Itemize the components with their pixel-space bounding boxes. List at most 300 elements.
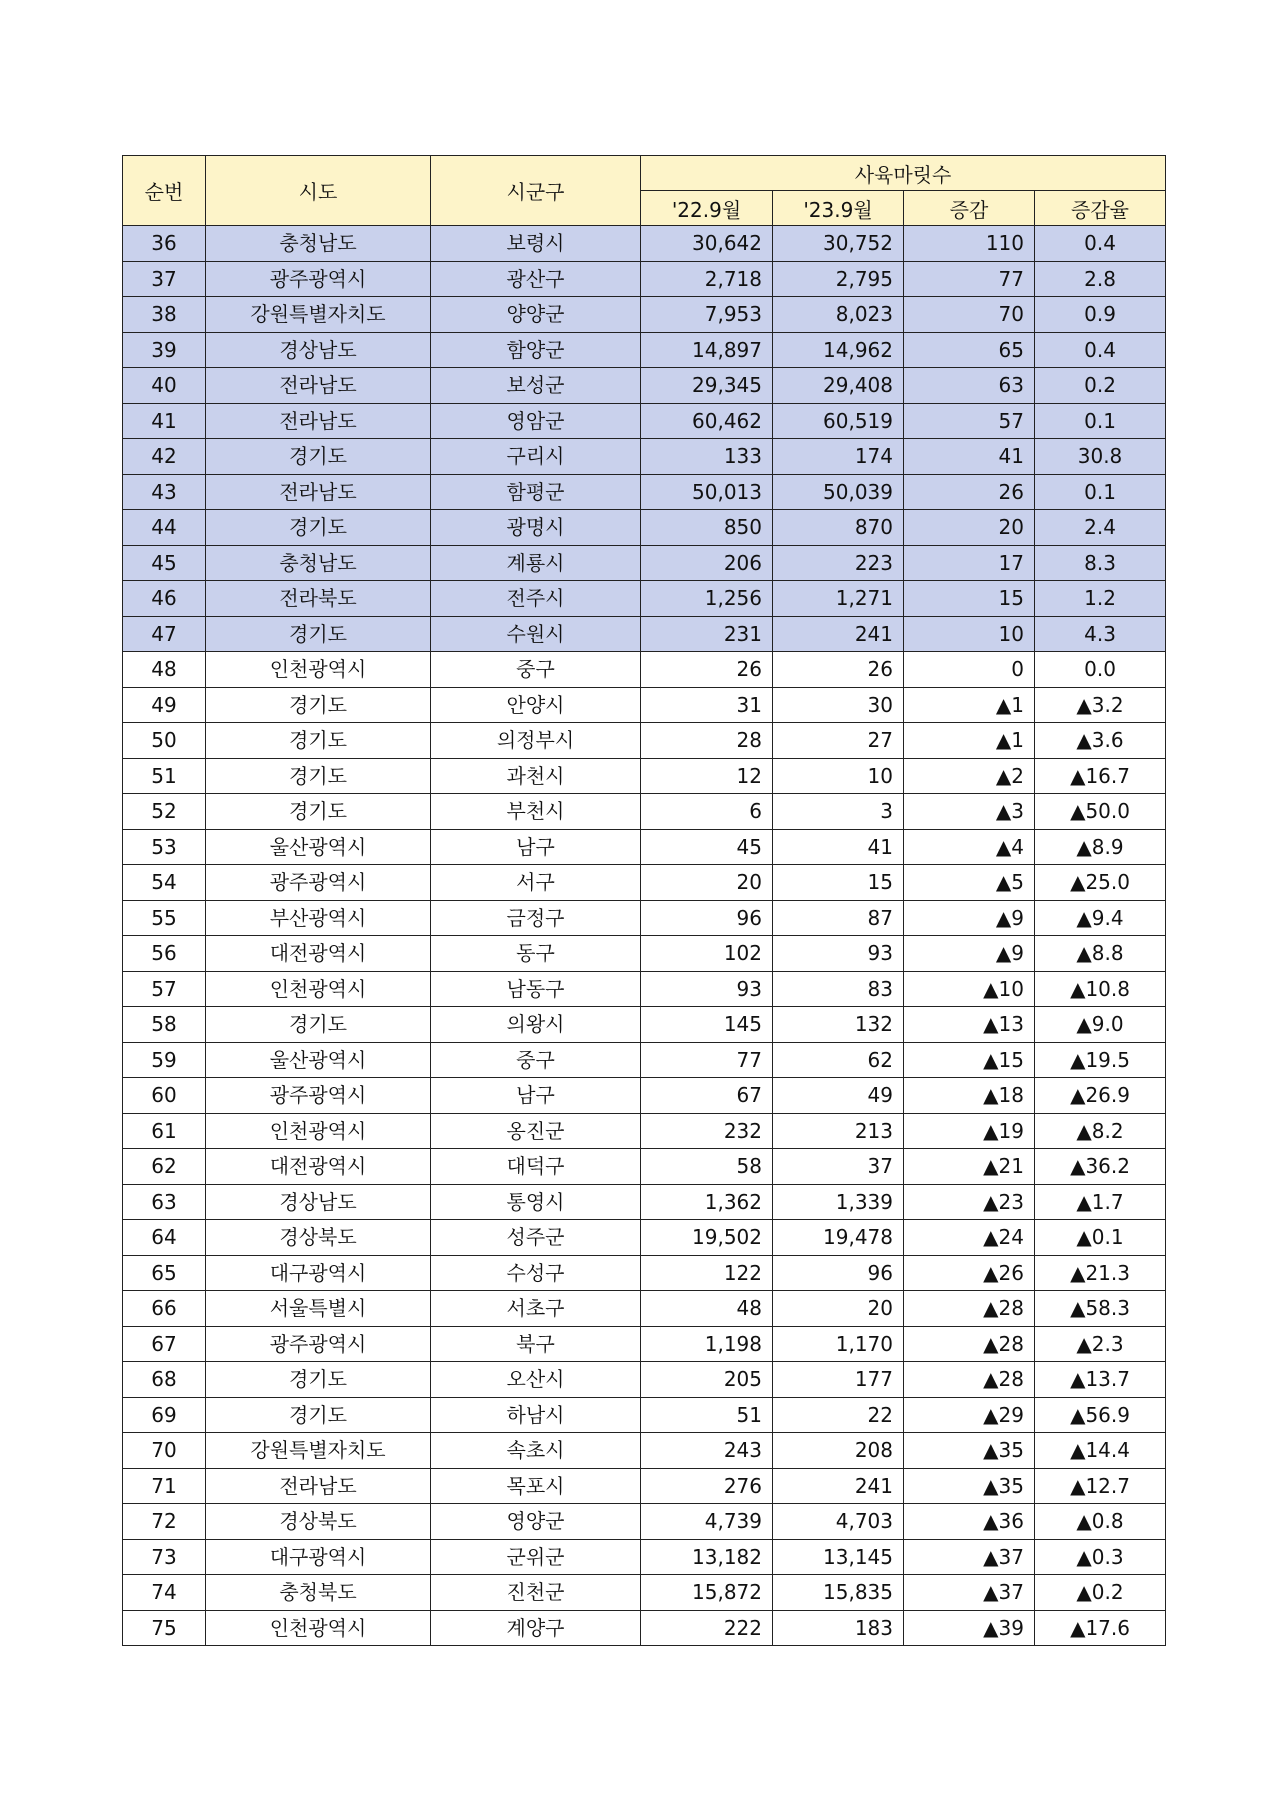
count-2022-cell: 232 bbox=[641, 1113, 773, 1149]
sigungu-cell: 함양군 bbox=[431, 332, 641, 368]
count-2022-cell: 13,182 bbox=[641, 1539, 773, 1575]
row-no-cell: 46 bbox=[123, 581, 206, 617]
row-no-cell: 74 bbox=[123, 1575, 206, 1611]
change-cell: 70 bbox=[904, 297, 1035, 333]
count-2023-cell: 8,023 bbox=[773, 297, 904, 333]
table-row bbox=[123, 297, 1166, 333]
change-rate-cell: 2.8 bbox=[1035, 261, 1166, 297]
count-2023-cell: 19,478 bbox=[773, 1220, 904, 1256]
count-2022-cell: 12 bbox=[641, 758, 773, 794]
change-cell: 0 bbox=[904, 652, 1035, 688]
sido-cell: 인천광역시 bbox=[206, 971, 431, 1007]
change-cell: ▲1 bbox=[904, 723, 1035, 759]
sido-cell: 경상남도 bbox=[206, 332, 431, 368]
sido-cell: 충청남도 bbox=[206, 545, 431, 581]
change-rate-cell: ▲10.8 bbox=[1035, 971, 1166, 1007]
count-2022-cell: 48 bbox=[641, 1291, 773, 1327]
table-row bbox=[123, 1184, 1166, 1220]
count-2023-cell: 20 bbox=[773, 1291, 904, 1327]
count-2022-cell: 29,345 bbox=[641, 368, 773, 404]
table-header bbox=[123, 156, 1166, 226]
change-cell: ▲26 bbox=[904, 1255, 1035, 1291]
sigungu-cell: 남동구 bbox=[431, 971, 641, 1007]
count-2023-cell: 26 bbox=[773, 652, 904, 688]
sigungu-cell: 양양군 bbox=[431, 297, 641, 333]
change-rate-cell: ▲1.7 bbox=[1035, 1184, 1166, 1220]
table-row bbox=[123, 1042, 1166, 1078]
count-2022-cell: 4,739 bbox=[641, 1504, 773, 1540]
sigungu-cell: 목포시 bbox=[431, 1468, 641, 1504]
change-cell: ▲35 bbox=[904, 1468, 1035, 1504]
table-row bbox=[123, 403, 1166, 439]
sido-cell: 서울특별시 bbox=[206, 1291, 431, 1327]
change-rate-cell: ▲0.8 bbox=[1035, 1504, 1166, 1540]
count-2022-cell: 14,897 bbox=[641, 332, 773, 368]
table-row bbox=[123, 900, 1166, 936]
count-2023-cell: 60,519 bbox=[773, 403, 904, 439]
sido-cell: 경기도 bbox=[206, 723, 431, 759]
table-row bbox=[123, 1397, 1166, 1433]
change-cell: ▲28 bbox=[904, 1326, 1035, 1362]
table-row bbox=[123, 1291, 1166, 1327]
row-no-cell: 54 bbox=[123, 865, 206, 901]
header-2023-sep: '23.9월 bbox=[773, 191, 904, 226]
count-2022-cell: 243 bbox=[641, 1433, 773, 1469]
change-rate-cell: 30.8 bbox=[1035, 439, 1166, 475]
count-2023-cell: 3 bbox=[773, 794, 904, 830]
sido-cell: 경기도 bbox=[206, 1397, 431, 1433]
row-no-cell: 60 bbox=[123, 1078, 206, 1114]
count-2022-cell: 30,642 bbox=[641, 226, 773, 262]
row-no-cell: 47 bbox=[123, 616, 206, 652]
row-no-cell: 58 bbox=[123, 1007, 206, 1043]
sigungu-cell: 동구 bbox=[431, 936, 641, 972]
sigungu-cell: 수원시 bbox=[431, 616, 641, 652]
count-2023-cell: 62 bbox=[773, 1042, 904, 1078]
row-no-cell: 52 bbox=[123, 794, 206, 830]
change-cell: ▲35 bbox=[904, 1433, 1035, 1469]
count-2023-cell: 50,039 bbox=[773, 474, 904, 510]
change-cell: ▲36 bbox=[904, 1504, 1035, 1540]
change-rate-cell: ▲8.2 bbox=[1035, 1113, 1166, 1149]
table-row bbox=[123, 261, 1166, 297]
sigungu-cell: 하남시 bbox=[431, 1397, 641, 1433]
change-cell: 10 bbox=[904, 616, 1035, 652]
count-2023-cell: 22 bbox=[773, 1397, 904, 1433]
row-no-cell: 67 bbox=[123, 1326, 206, 1362]
sigungu-cell: 진천군 bbox=[431, 1575, 641, 1611]
table-row bbox=[123, 794, 1166, 830]
change-cell: ▲4 bbox=[904, 829, 1035, 865]
change-cell: ▲9 bbox=[904, 900, 1035, 936]
change-cell: ▲28 bbox=[904, 1291, 1035, 1327]
count-2022-cell: 205 bbox=[641, 1362, 773, 1398]
table-row bbox=[123, 1504, 1166, 1540]
change-rate-cell: ▲17.6 bbox=[1035, 1610, 1166, 1646]
row-no-cell: 55 bbox=[123, 900, 206, 936]
table-row bbox=[123, 1149, 1166, 1185]
sigungu-cell: 의정부시 bbox=[431, 723, 641, 759]
change-cell: ▲24 bbox=[904, 1220, 1035, 1256]
row-no-cell: 61 bbox=[123, 1113, 206, 1149]
change-cell: ▲19 bbox=[904, 1113, 1035, 1149]
table-row bbox=[123, 1078, 1166, 1114]
sigungu-cell: 오산시 bbox=[431, 1362, 641, 1398]
change-cell: ▲18 bbox=[904, 1078, 1035, 1114]
header-row-top bbox=[123, 156, 1166, 191]
row-no-cell: 75 bbox=[123, 1610, 206, 1646]
row-no-cell: 48 bbox=[123, 652, 206, 688]
count-2023-cell: 213 bbox=[773, 1113, 904, 1149]
sigungu-cell: 군위군 bbox=[431, 1539, 641, 1575]
sido-cell: 대구광역시 bbox=[206, 1539, 431, 1575]
sido-cell: 전라남도 bbox=[206, 1468, 431, 1504]
count-2022-cell: 1,362 bbox=[641, 1184, 773, 1220]
count-2023-cell: 132 bbox=[773, 1007, 904, 1043]
change-rate-cell: 1.2 bbox=[1035, 581, 1166, 617]
count-2023-cell: 208 bbox=[773, 1433, 904, 1469]
change-cell: 77 bbox=[904, 261, 1035, 297]
row-no-cell: 40 bbox=[123, 368, 206, 404]
sigungu-cell: 보성군 bbox=[431, 368, 641, 404]
row-no-cell: 72 bbox=[123, 1504, 206, 1540]
change-rate-cell: ▲13.7 bbox=[1035, 1362, 1166, 1398]
change-cell: 65 bbox=[904, 332, 1035, 368]
sigungu-cell: 전주시 bbox=[431, 581, 641, 617]
count-2022-cell: 45 bbox=[641, 829, 773, 865]
sigungu-cell: 속초시 bbox=[431, 1433, 641, 1469]
table-row bbox=[123, 1610, 1166, 1646]
row-no-cell: 51 bbox=[123, 758, 206, 794]
sido-cell: 광주광역시 bbox=[206, 865, 431, 901]
count-2023-cell: 14,962 bbox=[773, 332, 904, 368]
count-2023-cell: 93 bbox=[773, 936, 904, 972]
row-no-cell: 69 bbox=[123, 1397, 206, 1433]
change-cell: ▲29 bbox=[904, 1397, 1035, 1433]
table-row bbox=[123, 936, 1166, 972]
sido-cell: 경상남도 bbox=[206, 1184, 431, 1220]
sigungu-cell: 구리시 bbox=[431, 439, 641, 475]
row-no-cell: 41 bbox=[123, 403, 206, 439]
count-2023-cell: 30 bbox=[773, 687, 904, 723]
change-cell: 26 bbox=[904, 474, 1035, 510]
row-no-cell: 73 bbox=[123, 1539, 206, 1575]
change-rate-cell: ▲50.0 bbox=[1035, 794, 1166, 830]
count-2023-cell: 15 bbox=[773, 865, 904, 901]
row-no-cell: 65 bbox=[123, 1255, 206, 1291]
change-cell: ▲15 bbox=[904, 1042, 1035, 1078]
sigungu-cell: 금정구 bbox=[431, 900, 641, 936]
count-2022-cell: 206 bbox=[641, 545, 773, 581]
table-row bbox=[123, 723, 1166, 759]
count-2023-cell: 174 bbox=[773, 439, 904, 475]
count-2022-cell: 96 bbox=[641, 900, 773, 936]
change-rate-cell: ▲21.3 bbox=[1035, 1255, 1166, 1291]
change-rate-cell: ▲9.4 bbox=[1035, 900, 1166, 936]
count-2022-cell: 7,953 bbox=[641, 297, 773, 333]
change-rate-cell: ▲16.7 bbox=[1035, 758, 1166, 794]
count-2022-cell: 58 bbox=[641, 1149, 773, 1185]
sido-cell: 강원특별자치도 bbox=[206, 297, 431, 333]
change-cell: ▲37 bbox=[904, 1575, 1035, 1611]
count-2023-cell: 83 bbox=[773, 971, 904, 1007]
change-cell: ▲10 bbox=[904, 971, 1035, 1007]
count-2022-cell: 1,256 bbox=[641, 581, 773, 617]
change-rate-cell: ▲26.9 bbox=[1035, 1078, 1166, 1114]
table-row bbox=[123, 226, 1166, 262]
sido-cell: 경기도 bbox=[206, 510, 431, 546]
count-2023-cell: 241 bbox=[773, 1468, 904, 1504]
header-no: 순번 bbox=[123, 156, 206, 226]
table-row bbox=[123, 1468, 1166, 1504]
header-sigungu: 시군구 bbox=[431, 156, 641, 226]
sido-cell: 충청북도 bbox=[206, 1575, 431, 1611]
count-2023-cell: 37 bbox=[773, 1149, 904, 1185]
sigungu-cell: 중구 bbox=[431, 652, 641, 688]
count-2022-cell: 133 bbox=[641, 439, 773, 475]
row-no-cell: 53 bbox=[123, 829, 206, 865]
table-row bbox=[123, 474, 1166, 510]
change-cell: 41 bbox=[904, 439, 1035, 475]
header-change-rate: 증감율 bbox=[1035, 191, 1166, 226]
header-livestock-count: 사육마릿수 bbox=[641, 156, 1166, 191]
count-2023-cell: 27 bbox=[773, 723, 904, 759]
row-no-cell: 59 bbox=[123, 1042, 206, 1078]
table-row bbox=[123, 581, 1166, 617]
count-2022-cell: 50,013 bbox=[641, 474, 773, 510]
table-body bbox=[123, 226, 1166, 1646]
change-rate-cell: ▲0.2 bbox=[1035, 1575, 1166, 1611]
table-row bbox=[123, 1326, 1166, 1362]
change-rate-cell: ▲19.5 bbox=[1035, 1042, 1166, 1078]
sigungu-cell: 남구 bbox=[431, 1078, 641, 1114]
sido-cell: 부산광역시 bbox=[206, 900, 431, 936]
change-rate-cell: ▲3.2 bbox=[1035, 687, 1166, 723]
count-2022-cell: 6 bbox=[641, 794, 773, 830]
sigungu-cell: 안양시 bbox=[431, 687, 641, 723]
row-no-cell: 37 bbox=[123, 261, 206, 297]
row-no-cell: 50 bbox=[123, 723, 206, 759]
change-cell: ▲3 bbox=[904, 794, 1035, 830]
change-rate-cell: 0.1 bbox=[1035, 474, 1166, 510]
sido-cell: 경상북도 bbox=[206, 1220, 431, 1256]
change-rate-cell: ▲3.6 bbox=[1035, 723, 1166, 759]
row-no-cell: 66 bbox=[123, 1291, 206, 1327]
change-cell: ▲23 bbox=[904, 1184, 1035, 1220]
change-rate-cell: ▲56.9 bbox=[1035, 1397, 1166, 1433]
sigungu-cell: 남구 bbox=[431, 829, 641, 865]
header-sido: 시도 bbox=[206, 156, 431, 226]
sido-cell: 인천광역시 bbox=[206, 1610, 431, 1646]
change-rate-cell: 4.3 bbox=[1035, 616, 1166, 652]
change-cell: 57 bbox=[904, 403, 1035, 439]
sigungu-cell: 함평군 bbox=[431, 474, 641, 510]
change-cell: 15 bbox=[904, 581, 1035, 617]
change-rate-cell: ▲14.4 bbox=[1035, 1433, 1166, 1469]
count-2022-cell: 102 bbox=[641, 936, 773, 972]
row-no-cell: 44 bbox=[123, 510, 206, 546]
sido-cell: 인천광역시 bbox=[206, 1113, 431, 1149]
sido-cell: 울산광역시 bbox=[206, 829, 431, 865]
sido-cell: 전라남도 bbox=[206, 403, 431, 439]
count-2023-cell: 1,339 bbox=[773, 1184, 904, 1220]
table-row bbox=[123, 616, 1166, 652]
sigungu-cell: 북구 bbox=[431, 1326, 641, 1362]
change-rate-cell: 0.1 bbox=[1035, 403, 1166, 439]
change-rate-cell: ▲58.3 bbox=[1035, 1291, 1166, 1327]
sigungu-cell: 성주군 bbox=[431, 1220, 641, 1256]
table-row bbox=[123, 652, 1166, 688]
count-2023-cell: 4,703 bbox=[773, 1504, 904, 1540]
change-cell: ▲5 bbox=[904, 865, 1035, 901]
count-2022-cell: 60,462 bbox=[641, 403, 773, 439]
count-2023-cell: 177 bbox=[773, 1362, 904, 1398]
change-rate-cell: ▲8.9 bbox=[1035, 829, 1166, 865]
row-no-cell: 56 bbox=[123, 936, 206, 972]
table-row bbox=[123, 332, 1166, 368]
change-rate-cell: 8.3 bbox=[1035, 545, 1166, 581]
sigungu-cell: 서초구 bbox=[431, 1291, 641, 1327]
sido-cell: 강원특별자치도 bbox=[206, 1433, 431, 1469]
table-row bbox=[123, 829, 1166, 865]
row-no-cell: 64 bbox=[123, 1220, 206, 1256]
sido-cell: 경기도 bbox=[206, 687, 431, 723]
sido-cell: 광주광역시 bbox=[206, 1326, 431, 1362]
change-rate-cell: ▲9.0 bbox=[1035, 1007, 1166, 1043]
sido-cell: 전라남도 bbox=[206, 368, 431, 404]
change-rate-cell: 2.4 bbox=[1035, 510, 1166, 546]
sigungu-cell: 계룡시 bbox=[431, 545, 641, 581]
sido-cell: 경기도 bbox=[206, 616, 431, 652]
count-2022-cell: 122 bbox=[641, 1255, 773, 1291]
row-no-cell: 42 bbox=[123, 439, 206, 475]
sido-cell: 경기도 bbox=[206, 439, 431, 475]
sigungu-cell: 과천시 bbox=[431, 758, 641, 794]
table-row bbox=[123, 510, 1166, 546]
count-2022-cell: 231 bbox=[641, 616, 773, 652]
sido-cell: 경기도 bbox=[206, 794, 431, 830]
change-rate-cell: 0.9 bbox=[1035, 297, 1166, 333]
count-2023-cell: 10 bbox=[773, 758, 904, 794]
change-rate-cell: ▲0.1 bbox=[1035, 1220, 1166, 1256]
sido-cell: 경기도 bbox=[206, 758, 431, 794]
sigungu-cell: 의왕시 bbox=[431, 1007, 641, 1043]
table-row bbox=[123, 1220, 1166, 1256]
change-rate-cell: 0.2 bbox=[1035, 368, 1166, 404]
row-no-cell: 38 bbox=[123, 297, 206, 333]
sido-cell: 대전광역시 bbox=[206, 1149, 431, 1185]
sigungu-cell: 광산구 bbox=[431, 261, 641, 297]
sigungu-cell: 보령시 bbox=[431, 226, 641, 262]
table-row bbox=[123, 1362, 1166, 1398]
row-no-cell: 70 bbox=[123, 1433, 206, 1469]
change-rate-cell: ▲36.2 bbox=[1035, 1149, 1166, 1185]
count-2023-cell: 29,408 bbox=[773, 368, 904, 404]
table-row bbox=[123, 758, 1166, 794]
sigungu-cell: 수성구 bbox=[431, 1255, 641, 1291]
sido-cell: 광주광역시 bbox=[206, 261, 431, 297]
row-no-cell: 57 bbox=[123, 971, 206, 1007]
count-2022-cell: 222 bbox=[641, 1610, 773, 1646]
change-cell: ▲2 bbox=[904, 758, 1035, 794]
change-rate-cell: ▲0.3 bbox=[1035, 1539, 1166, 1575]
header-2022-sep: '22.9월 bbox=[641, 191, 773, 226]
sido-cell: 전라북도 bbox=[206, 581, 431, 617]
change-rate-cell: ▲8.8 bbox=[1035, 936, 1166, 972]
sido-cell: 울산광역시 bbox=[206, 1042, 431, 1078]
count-2023-cell: 15,835 bbox=[773, 1575, 904, 1611]
sido-cell: 경상북도 bbox=[206, 1504, 431, 1540]
change-cell: 20 bbox=[904, 510, 1035, 546]
sido-cell: 광주광역시 bbox=[206, 1078, 431, 1114]
row-no-cell: 45 bbox=[123, 545, 206, 581]
sigungu-cell: 중구 bbox=[431, 1042, 641, 1078]
table-row bbox=[123, 687, 1166, 723]
row-no-cell: 36 bbox=[123, 226, 206, 262]
count-2023-cell: 41 bbox=[773, 829, 904, 865]
table-row bbox=[123, 1113, 1166, 1149]
change-cell: 17 bbox=[904, 545, 1035, 581]
count-2023-cell: 223 bbox=[773, 545, 904, 581]
count-2023-cell: 96 bbox=[773, 1255, 904, 1291]
count-2022-cell: 28 bbox=[641, 723, 773, 759]
count-2022-cell: 67 bbox=[641, 1078, 773, 1114]
count-2022-cell: 26 bbox=[641, 652, 773, 688]
sigungu-cell: 대덕구 bbox=[431, 1149, 641, 1185]
change-cell: 110 bbox=[904, 226, 1035, 262]
count-2023-cell: 2,795 bbox=[773, 261, 904, 297]
livestock-count-table bbox=[122, 155, 1166, 1646]
sigungu-cell: 영양군 bbox=[431, 1504, 641, 1540]
row-no-cell: 71 bbox=[123, 1468, 206, 1504]
count-2023-cell: 1,170 bbox=[773, 1326, 904, 1362]
table-row bbox=[123, 971, 1166, 1007]
change-cell: ▲28 bbox=[904, 1362, 1035, 1398]
sido-cell: 전라남도 bbox=[206, 474, 431, 510]
count-2022-cell: 145 bbox=[641, 1007, 773, 1043]
sido-cell: 충청남도 bbox=[206, 226, 431, 262]
count-2022-cell: 15,872 bbox=[641, 1575, 773, 1611]
count-2022-cell: 20 bbox=[641, 865, 773, 901]
table-row bbox=[123, 1539, 1166, 1575]
count-2022-cell: 19,502 bbox=[641, 1220, 773, 1256]
count-2023-cell: 870 bbox=[773, 510, 904, 546]
row-no-cell: 63 bbox=[123, 1184, 206, 1220]
table-row bbox=[123, 865, 1166, 901]
table-row bbox=[123, 1433, 1166, 1469]
count-2022-cell: 51 bbox=[641, 1397, 773, 1433]
sigungu-cell: 부천시 bbox=[431, 794, 641, 830]
change-rate-cell: ▲25.0 bbox=[1035, 865, 1166, 901]
count-2022-cell: 93 bbox=[641, 971, 773, 1007]
sigungu-cell: 옹진군 bbox=[431, 1113, 641, 1149]
change-rate-cell: ▲2.3 bbox=[1035, 1326, 1166, 1362]
count-2023-cell: 241 bbox=[773, 616, 904, 652]
table-row bbox=[123, 1255, 1166, 1291]
count-2022-cell: 77 bbox=[641, 1042, 773, 1078]
sigungu-cell: 서구 bbox=[431, 865, 641, 901]
table-row bbox=[123, 368, 1166, 404]
change-cell: ▲37 bbox=[904, 1539, 1035, 1575]
table-row bbox=[123, 1007, 1166, 1043]
count-2022-cell: 850 bbox=[641, 510, 773, 546]
count-2023-cell: 183 bbox=[773, 1610, 904, 1646]
count-2023-cell: 30,752 bbox=[773, 226, 904, 262]
sigungu-cell: 광명시 bbox=[431, 510, 641, 546]
change-cell: ▲21 bbox=[904, 1149, 1035, 1185]
sido-cell: 경기도 bbox=[206, 1007, 431, 1043]
row-no-cell: 68 bbox=[123, 1362, 206, 1398]
